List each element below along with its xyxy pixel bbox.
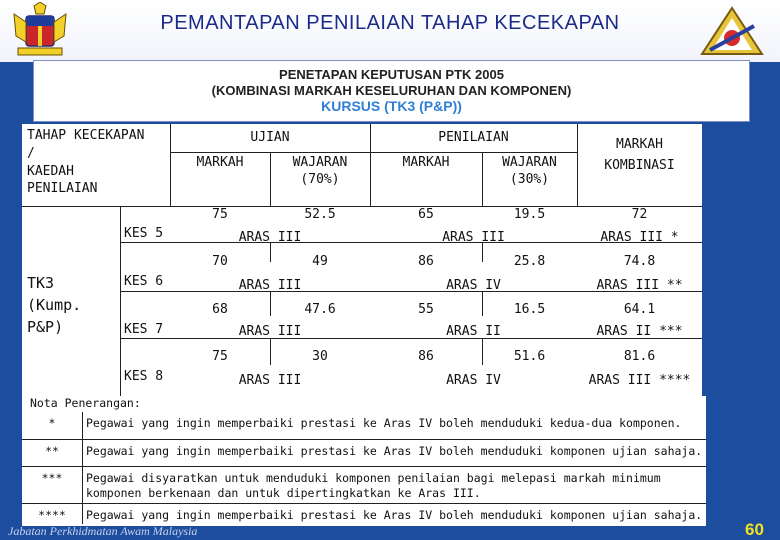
note-text: Pegawai yang ingin memperbaiki prestasi ke Aras IV boleh menduduki kedua-dua komponen. (86, 416, 682, 430)
penilaian-wajaran: 16.5 (513, 302, 546, 317)
jpa-logo-icon (700, 6, 764, 58)
kombinasi-aras: ARAS III **** (588, 373, 691, 388)
kombinasi-aras: ARAS II *** (596, 324, 683, 339)
kes-label: KES 6 (124, 274, 164, 289)
penilaian-wajaran: 51.6 (513, 349, 546, 364)
tahap-label-3: KAEDAH (27, 164, 74, 179)
ujian-wajaran: 30 (312, 349, 328, 364)
ujian-header: UJIAN (250, 130, 290, 145)
kes-label: KES 8 (124, 369, 164, 384)
subtitle-line-1: PENETAPAN KEPUTUSAN PTK 2005 (279, 67, 504, 82)
penilaian-wajaran-header: WAJARAN (502, 155, 557, 170)
kombinasi-header-2: KOMBINASI (604, 158, 675, 173)
note-marker: ** (45, 444, 59, 458)
penilaian-wajaran: 19.5 (513, 207, 546, 222)
note-text: Pegawai disyaratkan untuk menduduki komponen penilaian bagi melepasi markah minimum (86, 471, 661, 485)
note-marker: **** (38, 508, 66, 522)
results-table (22, 124, 702, 396)
note-text: Pegawai yang ingin memperbaiki prestasi ke Aras IV boleh menduduki komponen ujian sahaja. (86, 508, 703, 522)
page-title: PEMANTAPAN PENILAIAN TAHAP KECEKAPAN (160, 12, 620, 34)
ujian-markah: 75 (212, 207, 228, 222)
group-label-1: TK3 (27, 274, 55, 292)
header-bar (0, 0, 780, 62)
ujian-aras: ARAS III (238, 278, 302, 293)
penilaian-aras: ARAS III (442, 230, 505, 245)
kombinasi-markah: 64.1 (623, 302, 656, 317)
ujian-wajaran: 47.6 (304, 302, 336, 317)
penilaian-aras: ARAS IV (446, 373, 501, 388)
penilaian-markah: 86 (418, 254, 434, 269)
kombinasi-markah: 74.8 (623, 254, 656, 269)
note-marker: * (48, 416, 56, 430)
course-title: KURSUS (TK3 (P&P)) (321, 98, 462, 114)
ujian-markah-header: MARKAH (196, 155, 244, 170)
kes-label: KES 7 (124, 322, 164, 337)
ujian-markah: 75 (212, 349, 228, 364)
kes-label: KES 5 (124, 226, 164, 241)
penilaian-wajaran-percent: (30%) (509, 172, 550, 187)
penilaian-aras: ARAS II (446, 324, 501, 339)
footer-organization: Jabatan Perkhidmatan Awam Malaysia (8, 524, 198, 538)
notes-title: Nota Penerangan: (30, 396, 141, 410)
penilaian-markah: 86 (418, 349, 434, 364)
penilaian-markah: 65 (418, 207, 434, 222)
ujian-markah: 70 (212, 254, 228, 269)
note-text: Pegawai yang ingin memperbaiki prestasi ke Aras IV boleh menduduki komponen ujian sahaja. (86, 444, 703, 458)
penilaian-aras: ARAS IV (446, 278, 501, 293)
note-marker: *** (41, 471, 63, 485)
kombinasi-aras: ARAS III * (600, 230, 679, 245)
penilaian-header: PENILAIAN (438, 130, 509, 145)
kombinasi-aras: ARAS III ** (596, 278, 683, 293)
ujian-markah: 68 (212, 302, 228, 317)
kombinasi-header-1: MARKAH (616, 137, 663, 152)
ujian-aras: ARAS III (238, 373, 302, 388)
ujian-wajaran: 49 (312, 254, 328, 269)
notes-section (22, 396, 706, 526)
ujian-aras: ARAS III (238, 230, 302, 245)
page-number: 60 (745, 520, 764, 539)
tahap-label-1: TAHAP KECEKAPAN (27, 128, 145, 143)
ujian-aras: ARAS III (238, 324, 302, 339)
group-label-3: P&P) (27, 318, 64, 336)
subtitle-box (33, 60, 750, 122)
kombinasi-markah: 72 (631, 207, 648, 222)
tahap-label-2: / (27, 146, 35, 161)
subtitle-line-2: (KOMBINASI MARKAH KESELURUHAN DAN KOMPONEN) (211, 83, 572, 98)
ujian-wajaran-percent: (70%) (300, 172, 340, 187)
penilaian-markah: 55 (418, 302, 434, 317)
kombinasi-markah: 81.6 (623, 349, 656, 364)
penilaian-wajaran: 25.8 (513, 254, 546, 269)
group-label-2: (Kump. (27, 296, 82, 314)
ujian-wajaran-header: WAJARAN (292, 155, 348, 170)
penilaian-markah-header: MARKAH (402, 155, 450, 170)
note-text-continued: komponen berkenaan dan untuk dipertingkatkan ke Aras III. (86, 486, 481, 500)
ujian-wajaran: 52.5 (304, 207, 336, 222)
tahap-label-4: PENILAIAN (27, 181, 98, 196)
